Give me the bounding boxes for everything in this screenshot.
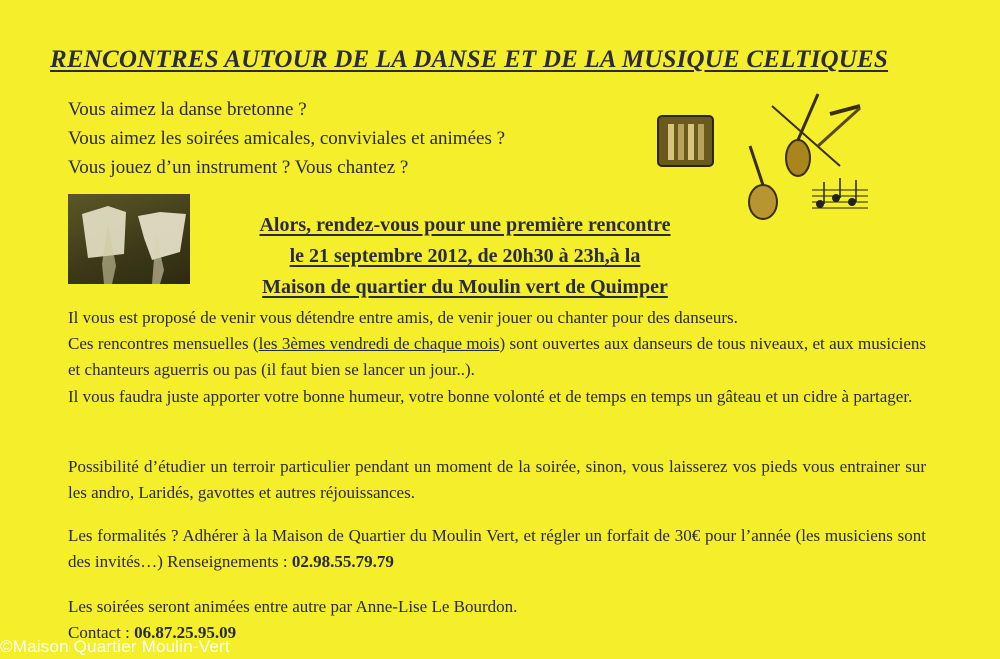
question-line: Vous aimez les soirées amicales, conviviales et animées ?: [68, 128, 506, 149]
info-phone: 02.98.55.79.79: [291, 552, 394, 571]
paragraph-terroir: Possibilité d’étudier un terroir particulier pendant un moment de la soirée, sinon, vous laisserez vos pieds vous entrainer sur les andro, Laridés, gavottes et autres réjouissances.: [68, 457, 926, 502]
copyright-credit: ©Maison Quartier Moulin-Vert: [0, 637, 230, 656]
instruments-illustration: [650, 86, 870, 226]
invite-line: le 21 septembre 2012, de 20h30 à 23h,à la: [289, 245, 641, 267]
paragraph-animation: Les soirées seront animées entre autre par Anne-Lise Le Bourdon.: [68, 597, 518, 616]
contact-phone: 06.87.25.95.09: [134, 623, 237, 642]
invite-line: Maison de quartier du Moulin vert de Quimper: [262, 276, 668, 298]
question-line: Vous aimez la danse bretonne ?: [68, 99, 307, 120]
paragraph-formalities: Les formalités ? Adhérer à la Maison de Quartier du Moulin Vert, et régler un forfait de 30€ pour l’année (les musiciens sont des invités…) Renseignements : 02.98.55.79.79: [68, 526, 926, 571]
contact-line: Contact : 06.87.25.95.09: [68, 623, 237, 642]
guitar-icon: [749, 146, 777, 219]
dancers-photo: [68, 194, 190, 284]
meeting-schedule: les 3èmes vendredi de chaque mois: [258, 334, 500, 353]
paragraph-intro: Il vous est proposé de venir vous détendre entre amis, de venir jouer ou chanter pour des danseurs.: [68, 308, 738, 327]
flute-icon: [818, 106, 860, 146]
music-notes-icon: [812, 178, 868, 208]
question-line: Vous jouez d’un instrument ? Vous chantez ?: [68, 157, 409, 178]
invite-line: Alors, rendez-vous pour une première rencontre: [259, 214, 671, 236]
accordion-icon: [658, 116, 713, 166]
paragraph-meetings: Ces rencontres mensuelles (les 3èmes vendredi de chaque mois) sont ouvertes aux danseurs de tous niveaux, et aux musiciens et chanteurs aguerris ou pas (il faut bien se lancer un jour..).: [68, 334, 926, 379]
paragraph-bring: Il vous faudra juste apporter votre bonne humeur, votre bonne volonté et de temps en temps un gâteau et un cidre à partager.: [68, 387, 913, 406]
flyer-title: RENCONTRES AUTOUR DE LA DANSE ET DE LA MUSIQUE CELTIQUES: [50, 46, 889, 73]
